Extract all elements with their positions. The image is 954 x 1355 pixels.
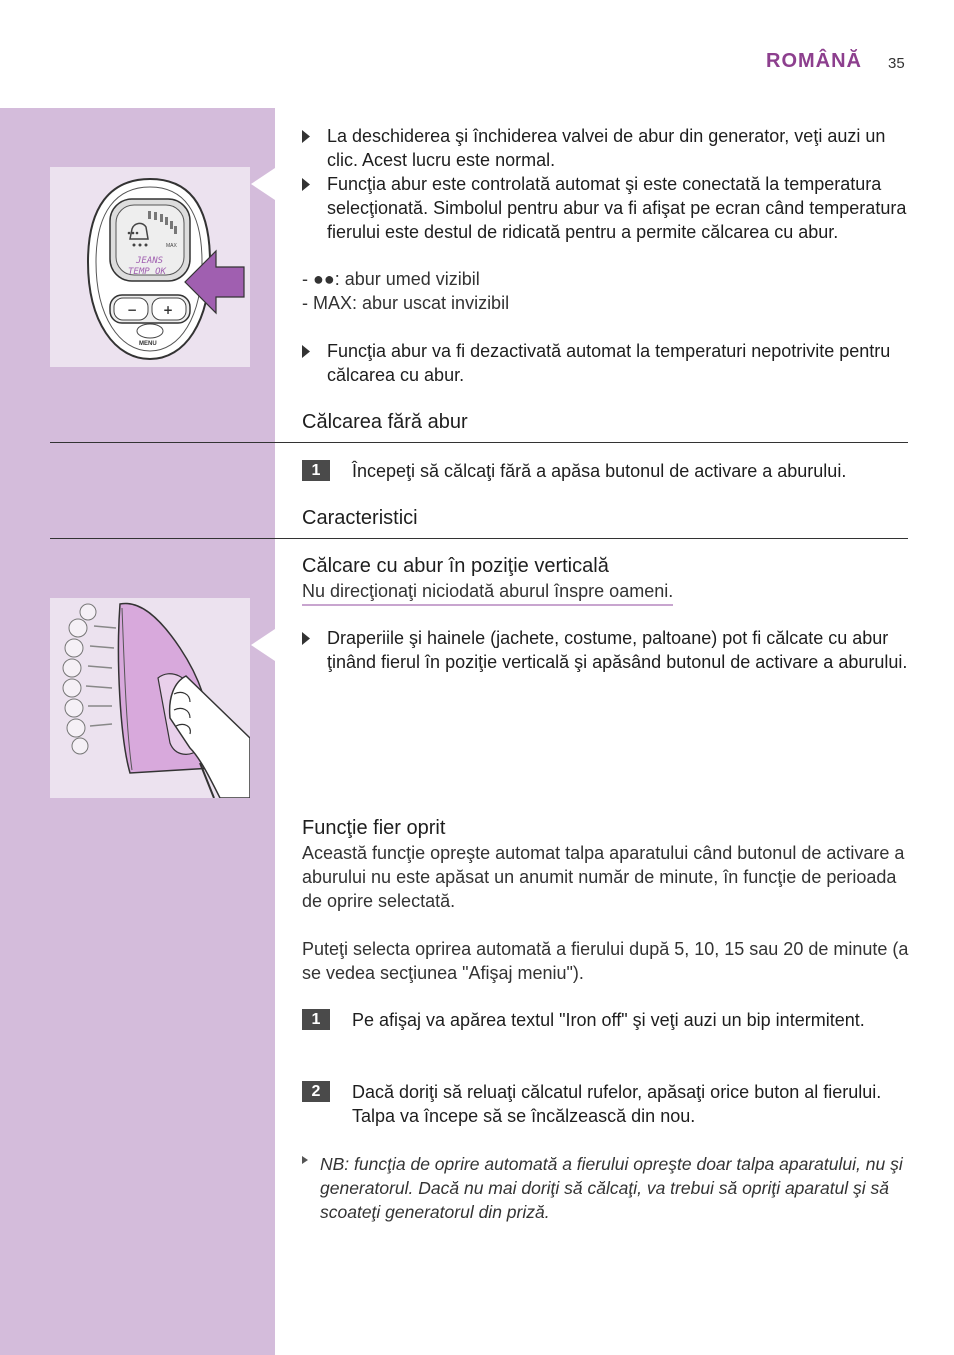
list-item: Draperiile şi hainele (jachete, costume, paltoane) pot fi călcate cu abur ţinând fierul în poziţie verticală şi apăsând butonul de activare a aburului.: [302, 626, 912, 674]
paragraph: Puteţi selecta oprirea automată a fierului după 5, 10, 15 sau 20 de minute (a se vedea secţiunea "Afişaj meniu").: [302, 939, 909, 983]
section-title: Călcare cu abur în poziţie verticală: [302, 555, 609, 577]
list-item: - ●●: abur umed vizibil: [302, 269, 480, 289]
figure-notch: [251, 629, 275, 661]
plus-button-icon: +: [163, 303, 174, 317]
list-item: La deschiderea şi închiderea valvei de abur din generator, veţi auzi un clic. Acest lucru este normal.: [302, 124, 912, 172]
step-number: 1: [302, 460, 330, 481]
display-jeans: JEANS: [136, 256, 164, 266]
section-title: Călcarea fără abur: [302, 411, 468, 433]
step-text: Începeţi să călcaţi fără a apăsa butonul de activare a aburului.: [352, 461, 847, 481]
display-temp-ok: TEMP OK: [128, 267, 166, 277]
list-item: - MAX: abur uscat invizibil: [302, 293, 510, 313]
bullet-icon: [302, 632, 310, 645]
step-number: 1: [302, 1009, 330, 1030]
minus-button-icon: −: [127, 303, 138, 317]
language-label: ROMÂNĂ: [766, 50, 862, 72]
note-arrow-icon: [302, 1156, 308, 1164]
note: NB: funcţia de oprire automată a fierului opreşte doar talpa aparatului, nu şi generatorul. Dacă nu mai doriţi să călcaţi, va trebui să opriţi aparatul şi să scoateţi generatorul din priză.: [302, 1152, 912, 1224]
page-number: 35: [888, 55, 905, 72]
warning-text: Nu direcţionaţi niciodată aburul înspre oameni.: [302, 579, 673, 606]
step-text: Dacă doriţi să reluaţi călcatul rufelor, apăsaţi orice buton al fierului. Talpa va începe să se încălzească din nou.: [352, 1082, 882, 1126]
menu-label: MENU: [139, 341, 157, 347]
steam-dots-icon: [128, 232, 139, 235]
figure-control-panel: [50, 167, 250, 367]
divider: [50, 442, 908, 443]
figure-notch: [251, 168, 275, 200]
steam-cloud-icon: [63, 604, 96, 754]
bullet-icon: [302, 178, 310, 191]
max-label: MAX: [166, 243, 177, 249]
list-item: Funcţia abur este controlată automat şi este conectată la temperatura selecţionată. Simbolul pentru abur va fi afişat pe ecran când temperatura fierului este destul de ridicată pentru a permite călcarea cu abur.: [302, 172, 912, 244]
bullet-icon: [302, 130, 310, 143]
section-title: Funcţie fier oprit: [302, 817, 446, 839]
step-number: 2: [302, 1081, 330, 1102]
bullet-icon: [302, 345, 310, 358]
list-item: Funcţia abur va fi dezactivată automat la temperaturi nepotrivite pentru călcarea cu abur.: [302, 339, 912, 387]
paragraph: Această funcţie opreşte automat talpa aparatului când butonul de activare a aburului nu este apăsat un anumit număr de minute, în funcţie de perioada de oprire selectată.: [302, 843, 905, 911]
divider: [50, 538, 908, 539]
step-text: Pe afişaj va apărea textul "Iron off" şi veţi auzi un bip intermitent.: [352, 1010, 865, 1030]
section-title: Caracteristici: [302, 507, 418, 529]
figure-vertical-steam: [50, 598, 250, 798]
